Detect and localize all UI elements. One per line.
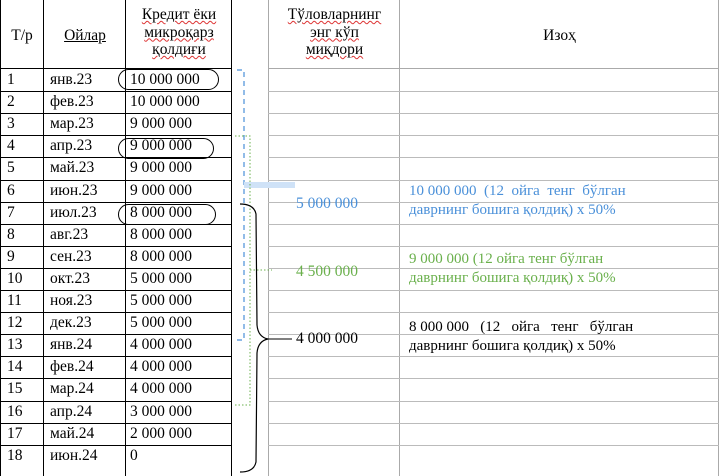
row-month: июл.23 (50, 203, 97, 221)
row-number: 11 (7, 292, 22, 309)
row-number: 14 (7, 358, 23, 376)
header-max-line1: Тўловларнинг (287, 6, 382, 23)
row-balance: 4 000 000 (130, 380, 192, 398)
row-number: 6 (7, 181, 15, 199)
row-balance: 8 000 000 (130, 203, 192, 221)
row-balance: 9 000 000 (130, 159, 192, 177)
row-month: авг.23 (50, 225, 89, 243)
row-balance: 9 000 000 (130, 115, 192, 133)
note-1-line1: 10 000 000 (12 ойга тенг бўлган (409, 183, 626, 199)
header-balance-line2: микроқарз (144, 23, 214, 41)
note-2 (409, 250, 709, 287)
row-number: 10 (7, 269, 23, 287)
row-balance: 5 000 000 (130, 292, 192, 309)
row-number: 12 (7, 314, 23, 332)
row-balance: 4 000 000 (130, 336, 192, 354)
row-balance: 9 000 000 (130, 181, 192, 199)
row-month: сен.23 (50, 247, 92, 265)
row-number: 15 (7, 380, 23, 398)
row-month: ноя.23 (50, 292, 93, 309)
header-num: Т/р (11, 27, 33, 44)
header-months: Ойлар (64, 27, 106, 44)
row-balance: 3 000 000 (130, 402, 192, 420)
row-balance: 8 000 000 (130, 247, 192, 265)
row-month: янв.23 (50, 71, 93, 88)
row-number: 5 (7, 159, 15, 177)
header-balance-line1: Кредит ёки (141, 6, 217, 23)
row-number: 8 (7, 225, 15, 243)
header-max-line2: энг кўп (310, 23, 359, 41)
row-month: окт.23 (50, 269, 91, 287)
note-3-line2: даврнинг бошига қолдиқ) х 50% (409, 337, 616, 354)
row-number: 9 (7, 247, 15, 265)
note-3-line1: 8 000 000 (12 ойга тенг бўлган (409, 319, 634, 335)
max-payment-3: 4 000 000 (296, 330, 358, 347)
header-max-payment (269, 6, 400, 59)
row-number: 18 (7, 446, 23, 464)
row-month: мар.24 (50, 380, 94, 398)
note-2-line1: 9 000 000 (12 ойга тенг бўлган (409, 251, 604, 267)
max-payment-1: 5 000 000 (296, 195, 358, 212)
row-month: апр.23 (50, 137, 93, 155)
row-month: май.23 (50, 159, 95, 177)
row-balance: 4 000 000 (130, 358, 192, 376)
note-2-line2: даврнинг бошига қолдиқ) х 50% (409, 269, 616, 286)
row-number: 1 (7, 71, 15, 88)
row-month: май.24 (50, 424, 95, 442)
row-number: 13 (7, 336, 23, 354)
header-balance (126, 6, 232, 59)
row-number: 3 (7, 115, 15, 133)
header-balance-line3: қолдиғи (152, 41, 206, 58)
row-month: дек.23 (50, 314, 92, 332)
row-month: июн.24 (50, 446, 98, 464)
max-payment-2: 4 500 000 (296, 263, 358, 280)
row-month: янв.24 (50, 336, 93, 354)
row-month: апр.24 (50, 402, 93, 420)
row-month: июн.23 (50, 181, 98, 199)
header-note: Изоҳ (543, 27, 576, 44)
row-month: фев.23 (50, 93, 94, 111)
row-balance: 0 (130, 446, 138, 464)
row-balance: 9 000 000 (130, 137, 192, 155)
highlight-circle-row1 (118, 69, 219, 90)
row-balance: 5 000 000 (130, 314, 192, 332)
row-month: мар.23 (50, 115, 94, 133)
row-number: 16 (7, 402, 23, 420)
row-balance: 10 000 000 (130, 71, 200, 88)
row-number: 4 (7, 137, 15, 155)
row-balance: 5 000 000 (130, 269, 192, 287)
row-balance: 2 000 000 (130, 424, 192, 442)
row-balance: 10 000 000 (130, 93, 200, 111)
bracket-green (235, 136, 272, 405)
header-max-line3: миқдори (305, 41, 364, 58)
row-balance: 8 000 000 (130, 225, 192, 243)
row-number: 7 (7, 203, 15, 221)
row-number: 17 (7, 424, 23, 442)
row-number: 2 (7, 93, 15, 111)
highlight-circle-row7 (118, 204, 216, 225)
note-1-line2: даврнинг бошига қолдиқ) х 50% (409, 201, 616, 218)
note-1 (409, 182, 709, 219)
note-3 (409, 318, 714, 355)
row-month: фев.24 (50, 358, 94, 376)
highlight-circle-row4 (118, 138, 214, 159)
